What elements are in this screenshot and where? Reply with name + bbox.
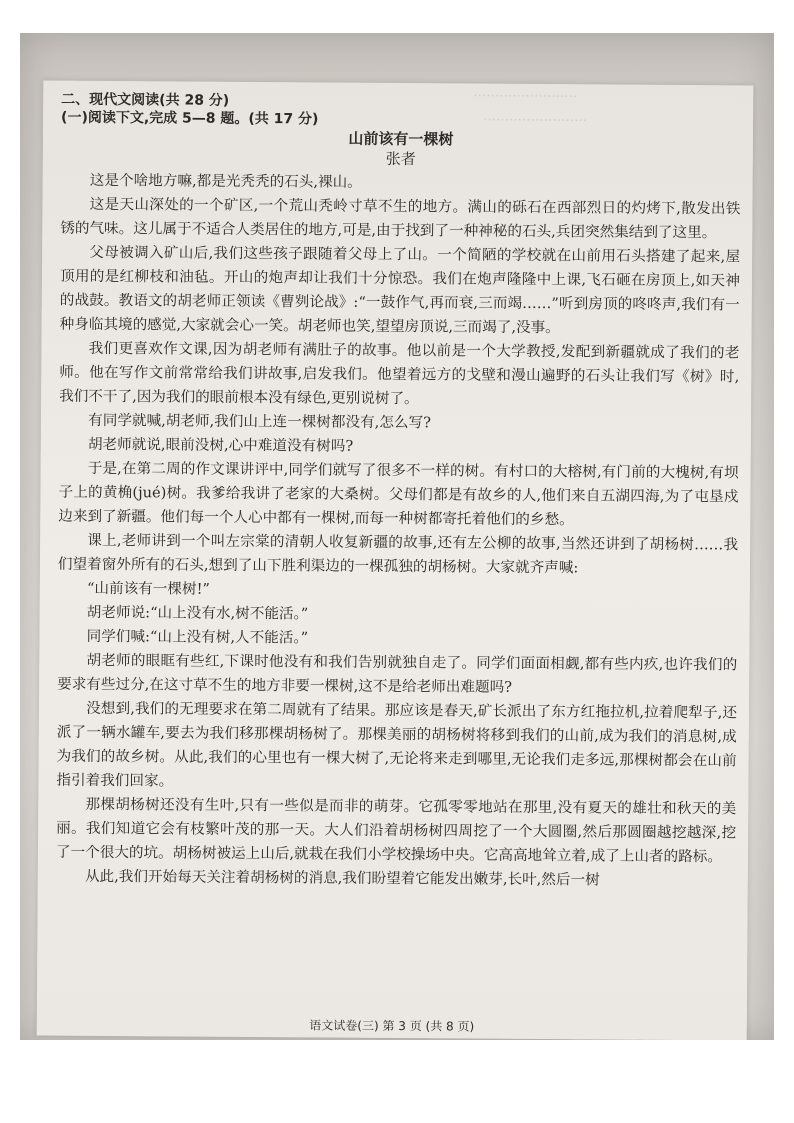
paragraph: 有同学就喊,胡老师,我们山上连一棵树都没有,怎么写? [88,411,432,432]
article-body [56,169,741,894]
paragraph: 于是,在第二周的作文课讲评中,同学们就写了很多不一样的树。有村口的大榕树,有门前的大槐树,有坝子上的黄桷(jué)树。我爹给我讲了老家的大桑树。父母们都是有故乡的人,他们来自五湖四海,为了屯垦戍边来到了新疆。他们每一个人心中都有一棵树,而每一种树都寄托着他们的乡愁。 [58,459,739,529]
paragraph: 同学们喊:“山上没有树,人不能活。” [86,627,309,647]
bleed-through-text: ⋯⋯⋯⋯⋯⋯⋯⋯ [483,112,588,129]
paragraph: 从此,我们开始每天关注着胡杨树的消息,我们盼望着它能发出嫩芽,长叶,然后一树 [84,867,600,889]
paragraph: “山前该有一棵树!” [86,579,210,598]
exam-page [37,81,754,1040]
paragraph: 没想到,我们的无理要求在第二周就有了结果。那应该是春天,矿长派出了东方红拖拉机,拉着爬犁子,还派了一辆水罐车,要去为我们移那棵胡杨树了。那棵美丽的胡杨树将移到我们的山前,成为我们的消息树,成为我们的故乡树。从此,我们的心里也有一棵大树了,无论将来走到哪里,无论我们走多远,那棵树都会在山前指引着我们回家。 [56,699,738,790]
bleed-through-text: ⋯⋯⋯⋯⋯⋯⋯⋯ [473,88,578,105]
page-footer: 语文试卷(三) 第 3 页 (共 8 页) [309,1018,475,1034]
scanned-photo [20,33,774,1040]
paragraph: 这是天山深处的一个矿区,一个荒山秃岭寸草不生的地方。满山的砾石在西部烈日的灼烤下,散发出铁锈的气味。这儿属于不适合人类居住的地方,可是,由于找到了一种神秘的石头,兵团突然集结到了这里。 [60,195,741,242]
paragraph: 胡老师说:“山上没有水,树不能活。” [86,603,309,623]
article-title: 山前该有一棵树 [348,129,454,149]
paragraph: 胡老师的眼眶有些红,下课时他没有和我们告别就独自走了。同学们面面相觑,都有些内疚,也许我们的要求有些过分,在这寸草不生的地方非要一棵树,这不是给老师出难题吗? [57,651,738,696]
paragraph: 胡老师就说,眼前没树,心中难道没有树吗? [87,435,354,455]
section-heading: 二、现代文阅读(共 28 分) [61,91,230,109]
exam-content [56,91,742,894]
article-author: 张者 [385,149,416,169]
paragraph: 父母被调入矿山后,我们这些孩子跟随着父母上了山。一个简陋的学校就在山前用石头搭建了起来,屋顶用的是红柳枝和油毡。开山的炮声却让我们十分惊恐。我们在炮声隆隆中上课,飞石砸在房顶上,如天神的战鼓。教语文的胡老师正领读《曹刿论战》:“一鼓作气,再而衰,三而竭……”听到房顶的咚咚声,我们有一种身临其境的感觉,大家就会心一笑。胡老师也笑,望望房顶说,三而竭了,没事。 [59,243,741,337]
paragraph: 课上,老师讲到一个叫左宗棠的清朝人收复新疆的故事,还有左公柳的故事,当然还讲到了胡杨树……我们望着窗外所有的石头,想到了山下胜利渠边的一棵孤独的胡杨树。大家就齐声喊: [57,531,739,577]
paragraph: 那棵胡杨树还没有生叶,只有一些似是而非的萌芽。它孤零零地站在那里,没有夏天的雄壮和秋天的美丽。我们知道它会有枝繁叶茂的那一天。大人们沿着胡杨树四周挖了一个大圆圈,然后那圆圈越挖越深,挖了一个很大的坑。胡杨树被运上山后,就栽在我们小学校操场中央。它高高地耸立着,成了上山者的路标。 [55,795,737,866]
sub-heading: (一)阅读下文,完成 5—8 题。(共 17 分) [61,109,319,128]
paragraph: 我们更喜欢作文课,因为胡老师有满肚子的故事。他以前是一个大学教授,发配到新疆就成了我们的老师。他在写作文前常常给我们讲故事,启发我们。他望着远方的戈壁和漫山遍野的石头让我们写《树》时,我们不干了,因为我们的眼前根本没有绿色,更别说树了。 [59,339,740,408]
paragraph: 这是个啥地方嘛,都是光秃秃的石头,裸山。 [89,171,362,191]
